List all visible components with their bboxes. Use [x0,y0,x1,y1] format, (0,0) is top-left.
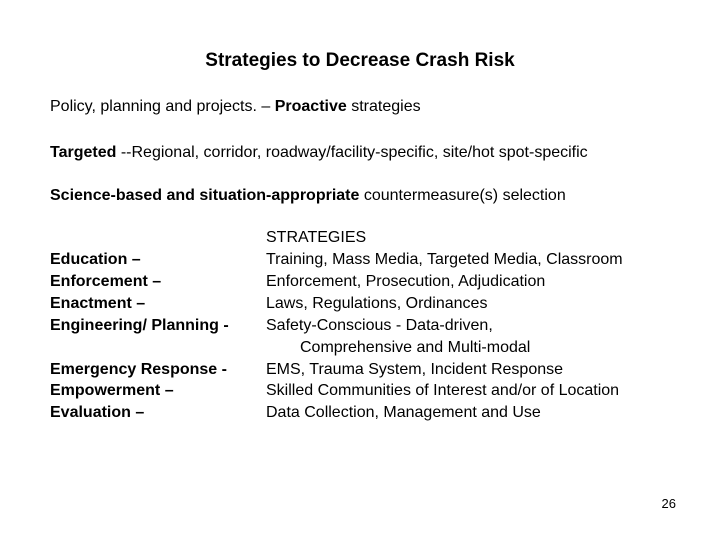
strategy-label-empowerment: Empowerment – [50,382,174,399]
science-bold: Science-based and situation-appropriate [50,187,360,204]
strategy-label-emergency: Emergency Response - [50,361,227,378]
policy-suffix: strategies [346,98,421,115]
strategy-desc-education: Training, Mass Media, Targeted Media, Classroom [266,251,623,268]
strategy-desc-engineering: Safety-Conscious - Data-driven, [266,317,493,334]
strategy-desc-enforcement: Enforcement, Prosecution, Adjudication [266,273,546,290]
targeted-bold: Targeted [50,144,117,161]
science-suffix: countermeasure(s) selection [359,187,566,204]
targeted-suffix: --Regional, corridor, roadway/facility-specific, site/hot spot-specific [116,144,588,161]
strategy-desc-enactment: Laws, Regulations, Ordinances [266,295,488,312]
strategy-label-enactment: Enactment – [50,295,146,312]
strategy-label-evaluation: Evaluation – [50,404,145,421]
policy-bold: Proactive [274,98,347,115]
policy-line [50,97,421,117]
strategy-desc-empowerment: Skilled Communities of Interest and/or of Location [266,382,620,399]
page-number: 26 [661,496,676,511]
strategy-label-enforcement: Enforcement – [50,273,162,290]
strategy-label-engineering: Engineering/ Planning - [50,317,229,334]
strategy-desc-emergency: EMS, Trauma System, Incident Response [266,361,564,378]
strategy-desc-engineering-continued: Comprehensive and Multi-modal [300,339,531,356]
targeted-line [50,143,588,163]
science-line [50,186,566,206]
strategy-desc-evaluation: Data Collection, Management and Use [266,404,541,421]
strategies-header: STRATEGIES [266,229,367,246]
strategy-label-education: Education – [50,251,141,268]
policy-prefix: Policy, planning and projects. – [50,98,275,115]
slide-title: Strategies to Decrease Crash Risk [205,50,515,71]
